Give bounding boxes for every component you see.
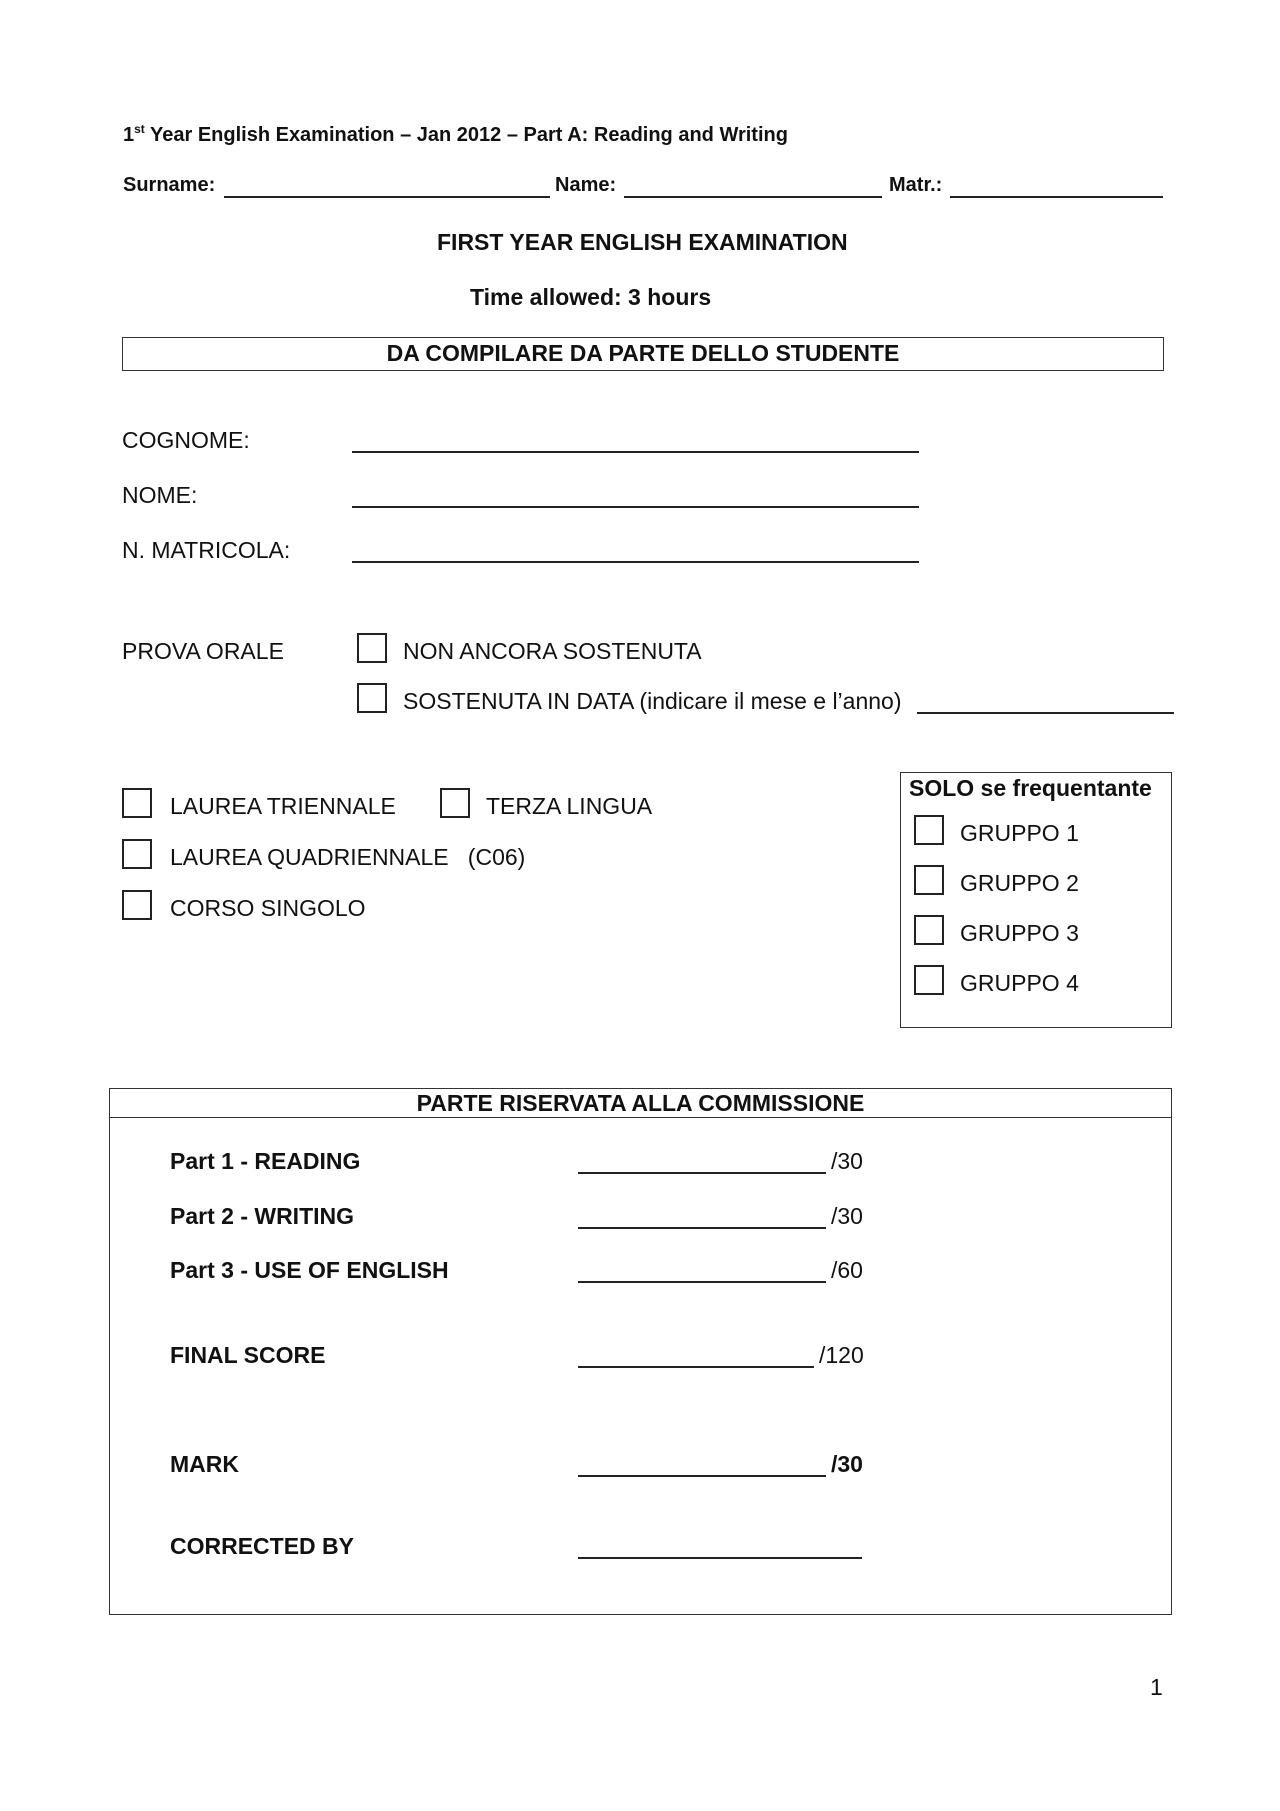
- sostenuta-in-data-checkbox[interactable]: [357, 683, 387, 713]
- score-blank-use-of-english[interactable]: [578, 1281, 826, 1283]
- score-max-reading: /30: [831, 1148, 863, 1174]
- terza-lingua-checkbox[interactable]: [440, 788, 470, 818]
- cognome-label: COGNOME:: [122, 427, 250, 453]
- score-label-final-score: FINAL SCORE: [170, 1342, 326, 1368]
- header-title-text: Year English Examination – Jan 2012 – Part A: Reading and Writing: [144, 124, 788, 146]
- name-label: Name:: [555, 174, 617, 196]
- gruppo-2-checkbox[interactable]: [914, 865, 944, 895]
- commission-header: [110, 1089, 1171, 1118]
- surname-label: Surname:: [123, 174, 216, 196]
- score-blank-mark[interactable]: [578, 1475, 826, 1477]
- header-title-superscript: st: [134, 122, 145, 136]
- matricola-label: N. MATRICOLA:: [122, 537, 291, 563]
- cognome-blank[interactable]: [352, 451, 919, 453]
- non-ancora-sostenuta-checkbox[interactable]: [357, 633, 387, 663]
- score-blank-final-score[interactable]: [578, 1366, 814, 1368]
- name-blank[interactable]: [624, 196, 882, 198]
- laurea-triennale-checkbox[interactable]: [122, 788, 152, 818]
- gruppo-4-label: GRUPPO 4: [960, 970, 1079, 996]
- attendance-title: SOLO se frequentante: [909, 775, 1152, 801]
- commission-title: PARTE RISERVATA ALLA COMMISSIONE: [416, 1090, 865, 1116]
- score-max-final-score: /120: [819, 1342, 864, 1368]
- score-label-mark: MARK: [170, 1451, 239, 1477]
- corso-singolo-checkbox[interactable]: [122, 890, 152, 920]
- nome-blank[interactable]: [352, 506, 919, 508]
- exam-title: FIRST YEAR ENGLISH EXAMINATION: [437, 229, 848, 255]
- score-label-use-of-english: Part 3 - USE OF ENGLISH: [170, 1257, 449, 1283]
- score-label-writing: Part 2 - WRITING: [170, 1203, 355, 1229]
- gruppo-4-checkbox[interactable]: [914, 965, 944, 995]
- corso-singolo-label: CORSO SINGOLO: [170, 895, 366, 921]
- attendance-box: [900, 772, 1172, 1028]
- score-max-writing: /30: [831, 1203, 863, 1229]
- laurea-quadriennale-label: LAUREA QUADRIENNALE (C06): [170, 844, 526, 870]
- corrected-by-label: CORRECTED BY: [170, 1533, 355, 1559]
- terza-lingua-label: TERZA LINGUA: [486, 793, 653, 819]
- document-header-title: [123, 124, 788, 147]
- matr-label: Matr.:: [889, 174, 943, 196]
- student-section-header: [122, 337, 1164, 371]
- score-blank-writing[interactable]: [578, 1227, 826, 1229]
- laurea-triennale-label: LAUREA TRIENNALE: [170, 793, 396, 819]
- gruppo-1-checkbox[interactable]: [914, 815, 944, 845]
- time-allowed: Time allowed: 3 hours: [470, 284, 712, 310]
- score-max-mark: /30: [831, 1451, 863, 1477]
- laurea-quadriennale-checkbox[interactable]: [122, 839, 152, 869]
- surname-blank[interactable]: [224, 196, 550, 198]
- gruppo-3-checkbox[interactable]: [914, 915, 944, 945]
- sostenuta-date-blank[interactable]: [917, 712, 1174, 714]
- non-ancora-sostenuta-label: NON ANCORA SOSTENUTA: [403, 638, 702, 664]
- nome-label: NOME:: [122, 482, 198, 508]
- page-number: 1: [1150, 1674, 1163, 1700]
- score-label-reading: Part 1 - READING: [170, 1148, 361, 1174]
- matr-blank[interactable]: [950, 196, 1163, 198]
- score-max-use-of-english: /60: [831, 1257, 863, 1283]
- corrected-by-blank[interactable]: [578, 1557, 862, 1559]
- matricola-blank[interactable]: [352, 561, 919, 563]
- prova-orale-label: PROVA ORALE: [122, 638, 284, 664]
- score-blank-reading[interactable]: [578, 1172, 826, 1174]
- gruppo-3-label: GRUPPO 3: [960, 920, 1079, 946]
- gruppo-1-label: GRUPPO 1: [960, 820, 1079, 846]
- sostenuta-in-data-label: SOSTENUTA IN DATA (indicare il mese e l’anno): [403, 688, 902, 714]
- gruppo-2-label: GRUPPO 2: [960, 870, 1079, 896]
- header-title-number: 1: [123, 124, 135, 146]
- student-section-title: DA COMPILARE DA PARTE DELLO STUDENTE: [386, 340, 900, 366]
